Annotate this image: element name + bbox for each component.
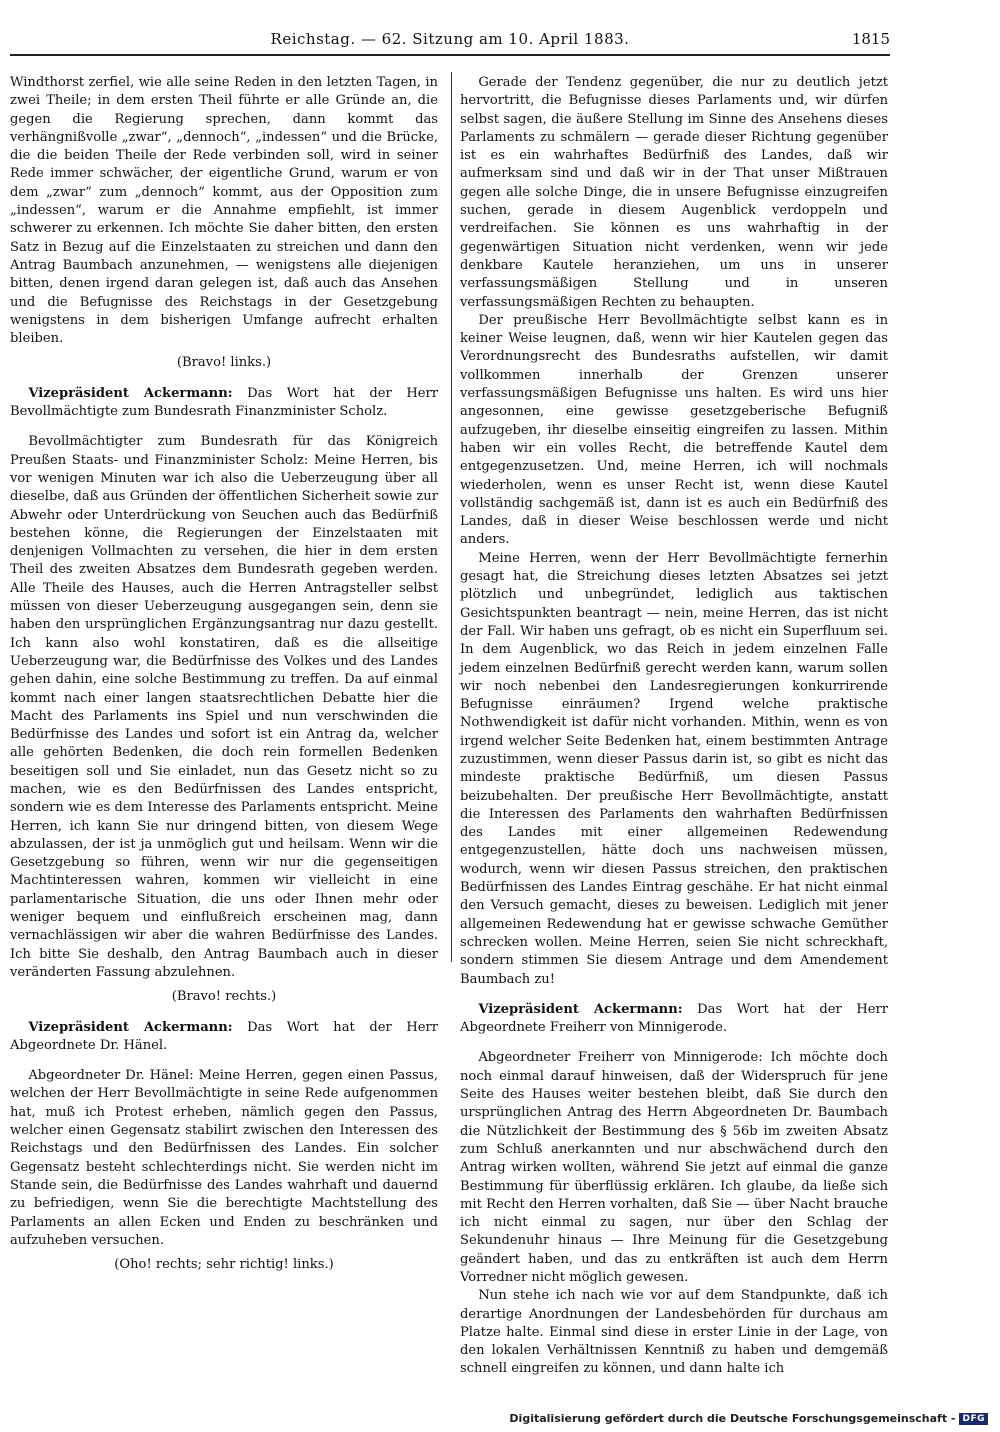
speech-text: Abgeordneter Dr. Hänel: Meine Herren, gegen einen Passus, welchen der Herr Bevollmächtigte in seine Rede aufgenommen hat, muß ich Protest erheben, nämlich gegen den Passus, welcher einen Gegensatz stabilirt zwischen den Interessen des Reichstags und den Bedürfnissen des Landes. Ein solcher Gegensatz besteht schlechterdings nicht. Sie werden nicht im Stande sein, die Bedürfnisse des Landes wahrhaft und dauernd zu befriedigen, wenn Sie die berechtigte Machtstellung des Parlaments an allen Ecken und Enden zu beschränken und aufzuheben versuchen.: [10, 1068, 438, 1248]
interjection: (Bravo! rechts.): [171, 989, 277, 1005]
speaker-name: Vizepräsident Ackermann:: [28, 1019, 233, 1035]
speech-text: Das Wort hat der Herr Bevollmächtigte zum Bundesrath Finanzminister Scholz.: [10, 385, 438, 420]
body-paragraph: Der preußische Herr Bevollmächtigte selbst kann es in keiner Weise leugnen, daß, wenn wir hier Kautelen gegen das Verordnungsrecht des Bundesraths aufstellen, wir damit vollkommen innerhalb der Grenzen unserer verfassungsmäßigen Befugnisse uns halten. Es wird uns hier angesonnen, eine gewisse gesetzgeberische Befugniß aufzugeben, ihr dieselbe einseitig eingreifen zu lassen. Mithin haben wir ein volles Recht, die betreffende Kautel dem entgegenzusetzen. Und, meine Herren, ich will nochmals wiederholen, wenn es unser Recht ist, wenn diese Kautel vollständig sachgemäß ist, dann ist es auch ein Bedürfniß des Landes, daß in dieser Weise beschlossen werde und nicht anders.: [460, 312, 888, 548]
page-header: [10, 28, 890, 56]
speaker-name: Vizepräsident Ackermann:: [28, 385, 233, 401]
speech-paragraph: [10, 1019, 438, 1056]
body-paragraph: Nun stehe ich nach wie vor auf dem Standpunkte, daß ich derartige Anordnungen der Landesbehörden für durchaus am Platze halte. Einmal sind diese in erster Linie in der Lage, von den lokalen Verhältnissen Kenntniß zu haben und demgemäß schnell eingreifen zu können, und dann halte ich: [460, 1288, 888, 1377]
speech-paragraph: [10, 1067, 438, 1250]
speech-paragraph: [10, 433, 438, 982]
speech-paragraph: [460, 1049, 888, 1287]
footer-text: Digitalisierung gefördert durch die Deutsche Forschungsgemeinschaft -: [509, 1412, 956, 1425]
speech-paragraph: [460, 1001, 888, 1038]
body-paragraph: Meine Herren, wenn der Herr Bevollmächtigte fernerhin gesagt hat, die Streichung dieses letzten Absatzes sei jetzt plötzlich und unbegründet, lediglich aus taktischen Gesichtspunkten beantragt — nein, meine Herren, das ist nicht der Fall. Wir haben uns gefragt, ob es nicht ein Superfluum sei. In dem Augenblick, wo das Reich in jedem einzelnen Falle jedem einzelnen Bedürfniß gerecht werden kann, warum sollen wir noch nebenbei den Landesregierungen konkurrirende Befugnisse einräumen? Irgend welche praktische Nothwendigkeit ist dafür nicht vorhanden. Mithin, wenn es von irgend welcher Seite Bedenken hat, einem bestimmten Antrage zuzustimmen, wenn dieser Passus darin ist, so gibt es nicht das mindeste praktische Bedürfniß, um diesen Passus beizubehalten. Der preußische Herr Bevollmächtigte, anstatt die Interessen des Parlaments den wahrhaften Bedürfnissen des Landes mit einer allgemeinen Redewendung entgegenzustellen, hätte doch uns nachweisen müssen, wodurch, wenn wir diesen Passus streichen, den praktischen Bedürfnissen des Landes Eintrag geschähe. Er hat nicht einmal den Versuch gemacht, dieses zu beweisen. Lediglich mit jener allgemeinen Redewendung hat er gewisse schwache Gemüther schrecken wollen. Meine Herren, seien Sie nicht schreckhaft, sondern stimmen Sie diesem Antrage und dem Amendement Baumbach zu!: [460, 550, 888, 987]
header-title: Reichstag. — 62. Sitzung am 10. April 1883.: [270, 30, 630, 48]
speech-text: Abgeordneter Freiherr von Minnigerode: Ich möchte doch noch einmal darauf hinweisen, daß der Widerspruch für jene Seite des Hauses weiter bestehen bleibt, daß Sie durch den ursprünglichen Antrag des Herrn Abgeordneten Dr. Baumbach die Nützlichkeit der Bestimmung des § 56b im zweiten Absatz zum Schluß anerkannten und nur abschwächend durch den Antrag wirken wollten, während Sie jetzt auf einmal die ganze Bestimmung für überflüssig erklären. Ich glaube, da ließe sich mit Recht den Herren vorhalten, daß Sie — über Nacht brauche ich nicht einmal zu sagen, nur über den Schlag der Sekundenuhr hinaus — Ihre Meinung für die Gesetzgebung geändert haben, und das zu entkräften ist auch dem Herrn Vorredner nicht möglich gewesen.: [460, 1050, 888, 1285]
interjection: (Oho! rechts; sehr richtig! links.): [114, 1257, 334, 1273]
footer: [509, 1412, 988, 1425]
speaker-name: Vizepräsident Ackermann:: [478, 1001, 683, 1017]
interjection: (Bravo! links.): [176, 355, 272, 371]
speech-paragraph: [10, 385, 438, 422]
column-divider: [451, 72, 452, 962]
body-paragraph: Gerade der Tendenz gegenüber, die nur zu deutlich jetzt hervortritt, die Befugnisse dieses Parlaments und, wir dürfen selbst sagen, die äußere Stellung im Sinne des Ansehens dieses Parlaments zu schmälern — gerade dieser Richtung gegenüber ist es ein wahrhaftes Bedürfniß des Landes, daß wir aufmerksam sind und daß wir in der That unser Mißtrauen gegen alle solche Dinge, die in unsere Befugnisse einzugreifen suchen, gerade in diesem Augenblick verdoppeln und verdreifachen. Sie können es uns wahrhaftig in der gegenwärtigen Situation nicht verdenken, wenn wir jede denkbare Kautele heranziehen, um uns in unserer verfassungsmäßigen Stellung und in unseren verfassungsmäßigen Rechten zu behaupten.: [460, 75, 888, 310]
speech-text: Das Wort hat der Herr Abgeordnete Freiherr von Minnigerode.: [460, 1001, 888, 1036]
left-column: [10, 74, 438, 1284]
speech-text: Bevollmächtigter zum Bundesrath für das Königreich Preußen Staats- und Finanzminister Scholz: Meine Herren, bis vor wenigen Minuten war ich also die Ueberzeugung über all dieselbe, daß aus Gründen der öffentlichen Sicherheit sowie zur Abwehr oder Unterdrückung von Seuchen auch das Bedürfniß bestehen könne, die Regierungen der Einzelstaaten mit denjenigen Vollmachten zu versehen, die hier in dem ersten Theil des zweiten Absatzes dem Bundesrath gegeben werden. Alle Theile des Hauses, auch die Herren Antragsteller selbst müssen von dieser Ueberzeugung ausgegangen sein, denn sie haben den ursprünglichen Ergänzungsantrag nur dazu gestellt. Ich kann also wohl konstatiren, daß es die allseitige Ueberzeugung war, die Bedürfnisse des Volkes und des Landes gehen dahin, eine solche Bestimmung zu treffen. Da auf einmal kommt nach einer langen staatsrechtlichen Debatte hier die Macht des Parlaments ins Spiel und nun verschwinden die Bedürfnisse des Landes und sofort ist ein Antrag da, welcher alle gehörten Bedenken, die doch rein formellen Bedenken beseitigen soll und Sie einladet, nun das Gesetz nicht so zu machen, wie es den Bedürfnissen des Landes entspricht, sondern wie es dem Interesse des Parlaments entspricht. Meine Herren, ich kann Sie nur dringend bitten, von diesem Wege abzulassen, der ist ja unmöglich gut und heilsam. Wenn wir die Gesetzgebung so führen, wenn wir nur die gegenseitigen Machtinteressen wahren, kommen wir vielleicht in eine parlamentarische Situation, die uns oder Ihnen mehr oder weniger bequem und einflußreich erscheinen mag, dann vernachlässigen wir aber die wahren Bedürfnisse des Landes. Ich bitte Sie deshalb, den Antrag Baumbach auch in dieser veränderten Fassung abzulehnen.: [10, 434, 438, 980]
page-number: 1815: [851, 30, 890, 48]
speech-text: Das Wort hat der Herr Abgeordnete Dr. Hänel.: [10, 1019, 438, 1053]
body-paragraph: Windthorst zerfiel, wie alle seine Reden in den letzten Tagen, in zwei Theile; in dem ersten Theil führte er alle Gründe an, die gegen die Regierung sprechen, dann kommt das verhängnißvolle „zwar“, „dennoch“, „indessen“ und die Brücke, die die beiden Theile der Rede verbinden soll, wird in seiner Rede immer schwächer, der eigentliche Grund, warum er von dem „zwar“ zum „dennoch“ kommt, aus der Opposition zum „indessen“, warum er die Annahme empfiehlt, ist immer schwerer zu erkennen. Ich möchte Sie daher bitten, den ersten Satz in Bezug auf die Einzelstaaten zu streichen und dann den Antrag Baumbach anzunehmen, — wenigstens alle diejenigen bitten, denen irgend daran gelegen ist, daß auch das Ansehen und die Befugnisse des Reichstags in der Gesetzgebung wenigstens in dem bisherigen Umfange aufrecht erhalten bleiben.: [10, 75, 438, 347]
dfg-logo: DFG: [959, 1413, 988, 1425]
right-column: [460, 74, 888, 1379]
